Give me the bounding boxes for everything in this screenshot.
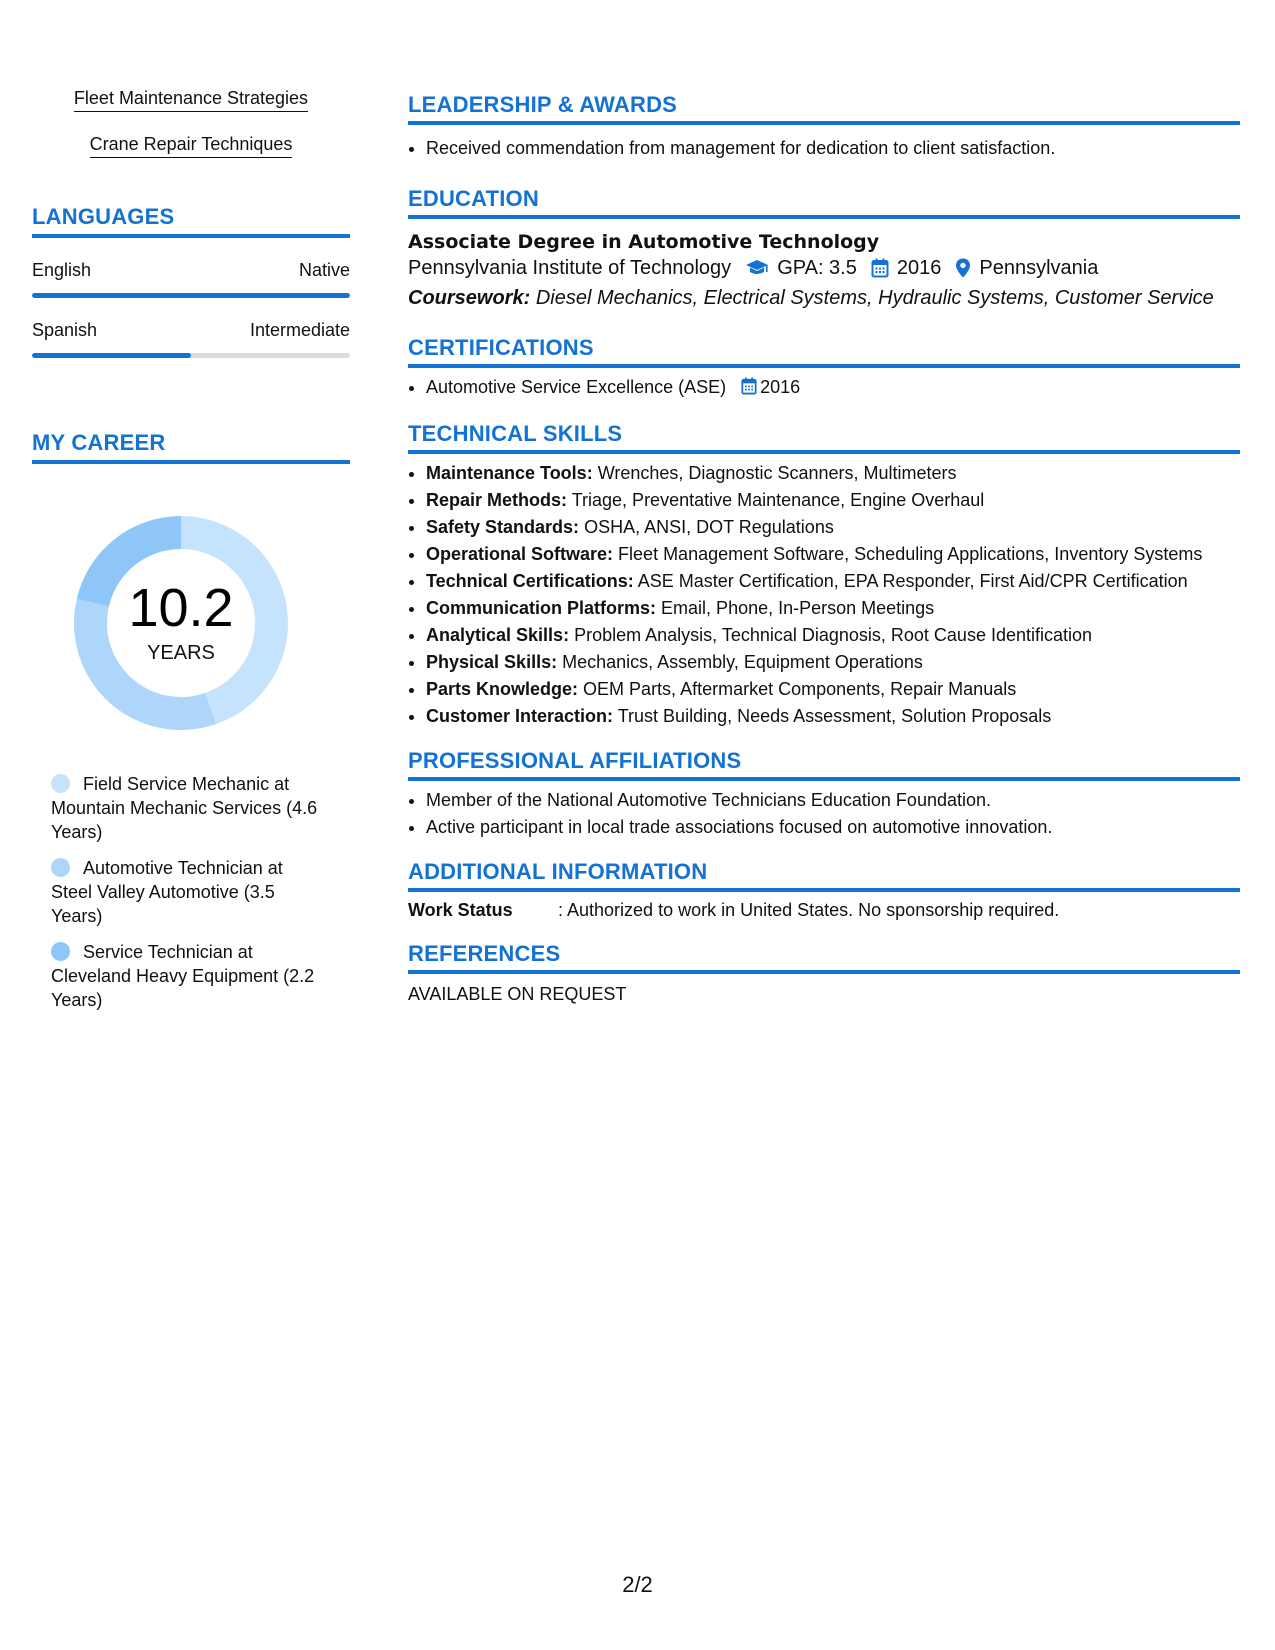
skill-value: OEM Parts, Aftermarket Components, Repair Manuals [583,679,1017,699]
skills-section [408,421,1240,730]
list-item [426,676,1240,703]
skill-value: Mechanics, Assembly, Equipment Operations [562,652,923,672]
list-item [426,374,1240,401]
career-item-text: Service Technician at Cleveland Heavy Equipment (2.2 Years) [51,942,315,1010]
graduation-cap-icon [745,259,769,277]
degree-title: Associate Degree in Automotive Technology [408,231,880,253]
hobby-label: Fleet Maintenance Strategies [74,86,308,112]
skill-label: Maintenance Tools: [426,463,593,483]
skill-label: Parts Knowledge: [426,679,579,699]
leadership-list [408,135,1240,162]
skill-value: Email, Phone, In-Person Meetings [661,598,935,618]
hobby-item [32,132,350,158]
language-bar-fill [32,353,191,358]
list-item [426,595,1240,622]
list-item [426,703,1240,730]
work-status-row [408,900,1240,921]
language-entry [32,260,350,298]
education-section [408,186,1240,313]
references-text: AVAILABLE ON REQUEST [408,984,627,1004]
list-item [426,541,1240,568]
languages-heading: LANGUAGES [32,204,350,238]
certification-year: 2016 [760,377,801,397]
education-details [408,253,1240,283]
gpa-value: GPA: 3.5 [777,257,857,279]
school-location: Pennsylvania [979,257,1099,279]
skill-value: Problem Analysis, Technical Diagnosis, Root Cause Identification [574,625,1093,645]
work-status-value: : Authorized to work in United States. No sponsorship required. [558,900,1060,920]
coursework [408,283,1240,313]
language-name: English [32,260,92,280]
list-item [426,460,1240,487]
career-total-unit: YEARS [147,642,215,664]
hobby-item [32,86,350,112]
career-item-text: Field Service Mechanic at Mountain Mechanic Services (4.6 Years) [51,774,318,842]
list-item: • Member of the National Automotive Technicians Education Foundation. [426,787,1240,814]
list-item [426,622,1240,649]
career-item [51,772,321,844]
affiliations-list [408,787,1240,841]
list-item [426,514,1240,541]
legend-dot-icon [51,774,70,793]
leadership-heading: LEADERSHIP & AWARDS [408,92,1240,125]
skill-value: Triage, Preventative Maintenance, Engine Overhaul [571,490,985,510]
career-item-text: Automotive Technician at Steel Valley Automotive (3.5 Years) [51,858,283,926]
legend-dot-icon [51,942,70,961]
left-column [32,86,350,1024]
certifications-list [408,374,1240,401]
career-heading: MY CAREER [32,430,350,464]
career-item [51,856,321,928]
skill-value: ASE Master Certification, EPA Responder, First Aid/CPR Certification [637,571,1188,591]
calendar-icon [871,258,889,278]
references-section [408,941,1240,1005]
skill-value: Trust Building, Needs Assessment, Solution Proposals [617,706,1052,726]
affiliations-heading: PROFESSIONAL AFFILIATIONS [408,748,1240,781]
references-heading: REFERENCES [408,941,1240,974]
school-name: Pennsylvania Institute of Technology [408,257,732,279]
work-status-label: Work Status [408,900,513,920]
skill-value: Fleet Management Software, Scheduling Applications, Inventory Systems [618,544,1203,564]
language-level: Native [298,260,350,280]
language-bar-fill [32,293,350,298]
affiliations-section [408,748,1240,841]
list-item [426,568,1240,595]
career-donut-chart [66,508,296,738]
language-bar [32,353,350,358]
legend-dot-icon [51,858,70,877]
skill-label: Communication Platforms: [426,598,657,618]
additional-section [408,859,1240,921]
skill-label: Operational Software: [426,544,614,564]
language-entry [32,320,350,358]
certifications-heading: CERTIFICATIONS [408,335,1240,368]
skill-label: Safety Standards: [426,517,580,537]
certification-name: Automotive Service Excellence (ASE) [426,377,727,397]
list-item: • Active participant in local trade associations focused on automotive innovation. [426,814,1240,841]
career-list [32,772,350,1012]
skill-label: Physical Skills: [426,652,558,672]
graduation-year: 2016 [896,257,942,279]
skills-list [408,460,1240,730]
hobby-label: Crane Repair Techniques [90,132,293,158]
career-total-years: 10.2 [128,578,234,638]
calendar-icon [741,377,757,395]
additional-heading: ADDITIONAL INFORMATION [408,859,1240,892]
list-item [426,649,1240,676]
skill-label: Technical Certifications: [426,571,634,591]
right-column [408,92,1240,1005]
education-heading: EDUCATION [408,186,1240,219]
location-pin-icon [955,258,971,278]
list-item [426,487,1240,514]
list-item: • Received commendation from management for dedication to client satisfaction. [426,135,1240,162]
skill-value: Wrenches, Diagnostic Scanners, Multimeters [597,463,957,483]
language-level: Intermediate [249,320,350,340]
career-item [51,940,321,1012]
page-number: 2/2 [622,1572,653,1597]
language-name: Spanish [32,320,98,340]
skill-label: Analytical Skills: [426,625,570,645]
coursework-text: Diesel Mechanics, Electrical Systems, Hydraulic Systems, Customer Service [535,287,1214,309]
leadership-section [408,92,1240,162]
certifications-section [408,335,1240,401]
skill-label: Repair Methods: [426,490,568,510]
language-bar [32,293,350,298]
skill-value: OSHA, ANSI, DOT Regulations [584,517,834,537]
skills-heading: TECHNICAL SKILLS [408,421,1240,454]
coursework-label: Coursework: [408,287,531,309]
skill-label: Customer Interaction: [426,706,614,726]
